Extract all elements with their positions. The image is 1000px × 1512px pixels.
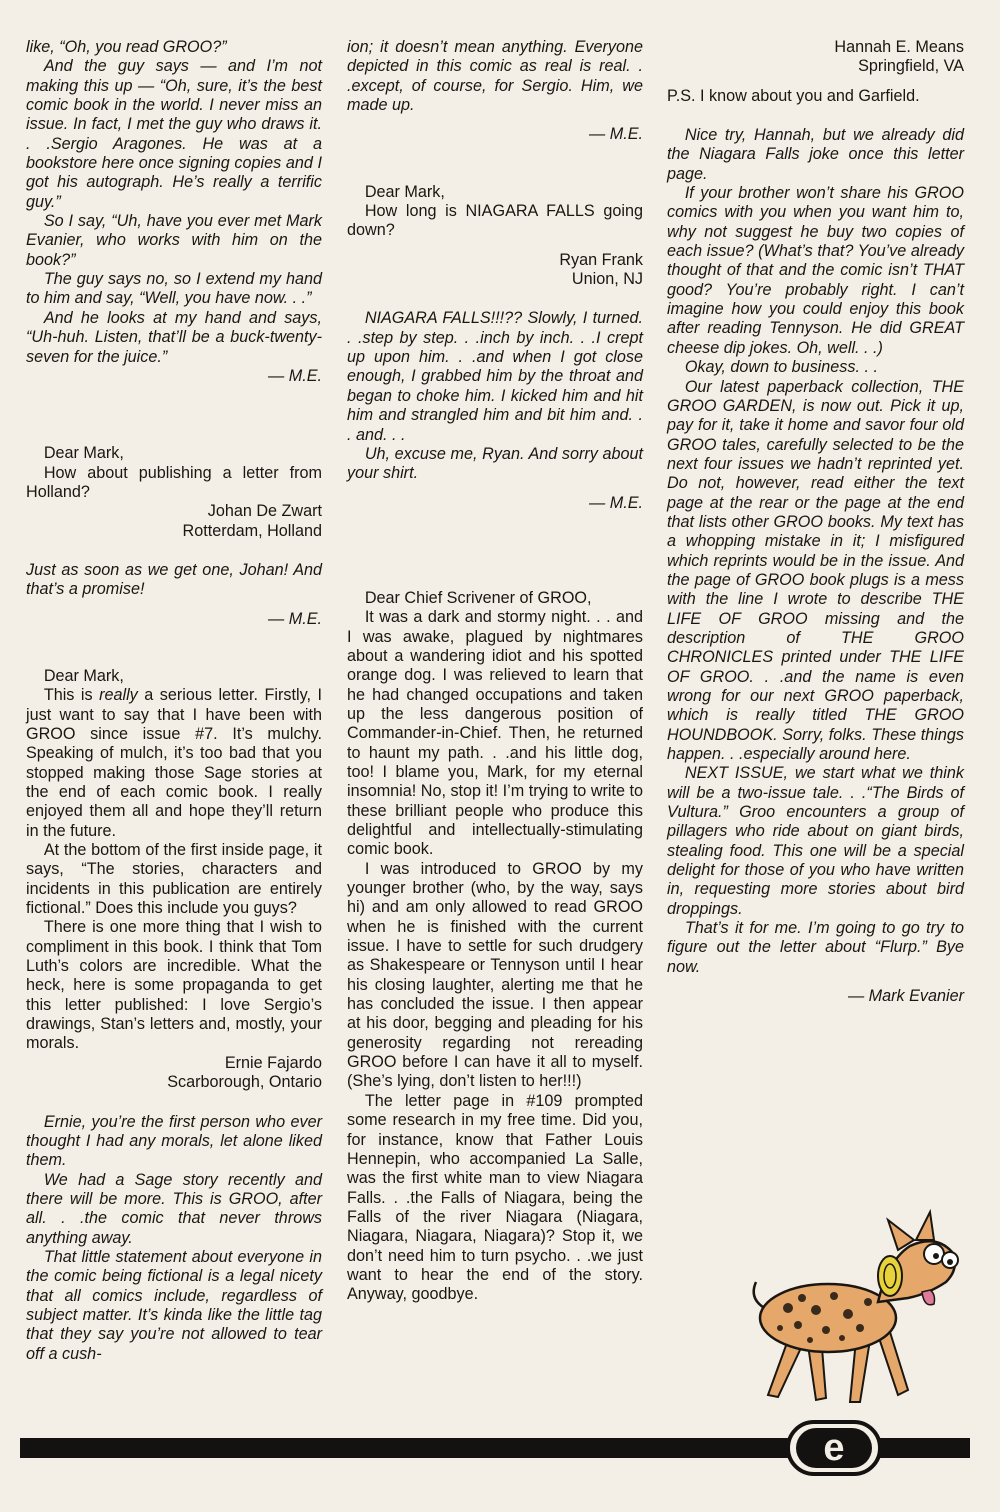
letters-column-left — [26, 38, 322, 1364]
reply-text: The guy says no, so I extend my hand to him and say, “Well, you have now. . .” — [26, 270, 322, 308]
letter-postscript: P.S. I know about you and Garfield. — [667, 86, 920, 105]
letter-text: At the bottom of the first inside page, it says, “The stories, characters and incidents in this publication are entirely fictional.” Does this include you guys? — [26, 841, 322, 918]
letter-salutation: Dear Mark, — [43, 666, 124, 685]
reply-text: And he looks at my hand and says, “Uh-huh. Listen, that’ll be a buck-twenty-seven for the juice.” — [26, 308, 322, 366]
reply-text: NIAGARA FALLS!!!?? Slowly, I turned. . .step by step. . .inch by inch. . .I crept up upon him. . .and when I got close enough, I grabbed him by the throat and began to choke him. I kicked him and hit him and strangled him and bit him and. . . and. . . — [347, 309, 643, 444]
letter-text: How long is NIAGARA FALLS going down? — [347, 202, 643, 240]
letter-signature — [26, 1054, 322, 1093]
reply-text: Uh, excuse me, Ryan. And sorry about your shirt. — [347, 444, 643, 483]
letter-salutation: Dear Mark, — [364, 182, 445, 201]
reply-text: Our latest paperback collection, THE GROO GARDEN, is now out. Pick it up, pay for it, take it home and savor four old GROO tales, carefully selected to be the next four issues we hadn’t reprinted yet. Do not, however, read either the text page at the rear or the page at the end that lists other GROO books. My text has a whopping mistake in it; I misfigured which reprints would be in the issue. And the page of GROO book plugs is a mess with the line I wrote to describe THE LIFE OF GROO missing and the description of THE GROO CHRONICLES printed under THE LIFE OF GROO. . .and the name is even wrong for our next GROO paperback, which is really titled THE GROO HOUNDBOOK. Sorry, folks. These things happen. . .especially around here. — [667, 377, 964, 764]
editor-signoff: — Mark Evanier — [847, 987, 964, 1006]
signature-place: Springfield, VA — [858, 57, 964, 76]
reply-text: NEXT ISSUE, we start what we think will be a two-issue tale. . .“The Birds of Vultura.” Groo encounters a group of pillagers who ride about on giant birds, stealing food. This one will be a special delight for those of you who have written in, requesting more stories about bird droppings. — [667, 764, 964, 918]
letter-text: The letter page in #109 prompted some research in my free time. Did you, for instance, know that Father Louis Hennepin, who accompanied La Salle, was the first white man to view Niagara Falls. . .the Falls of Niagara, being the Falls of the river Niagara (Niagara, Niagara, Niagara, Niagara)? Stop it, we don’t need him to turn psycho. . .we just want to hear the end of the story. Anyway, goodbye. — [347, 1091, 643, 1304]
reply-text: So I say, “Uh, have you ever met Mark Evanier, who works with him on the book?” — [26, 212, 322, 269]
letter-salutation: Dear Chief Scrivener of GROO, — [364, 588, 592, 607]
signature-place: Rotterdam, Holland — [182, 521, 322, 540]
epic-logo-icon — [786, 1420, 882, 1476]
reply-text: Nice try, Hannah, but we already did the Niagara Falls joke once this letter page. — [667, 126, 964, 183]
editor-initials: — M.E. — [589, 125, 643, 144]
svg-text:e: e — [823, 1427, 845, 1469]
editor-initials: — M.E. — [268, 366, 322, 385]
signature-place: Scarborough, Ontario — [167, 1073, 322, 1092]
editor-initials: — M.E. — [589, 493, 643, 512]
reply-text: Okay, down to business. . . — [684, 358, 878, 377]
letter-text: It was a dark and stormy night. . . and I was awake, plagued by nightmares about a wandering idiot and his spotted orange dog. I was relieved to learn that he had changed occupations and taken up the less dangerous position of Commander-in-Chief. Then, he returned to haunt my path. . .and his little dog, too! I blame you, Mark, for my eternal insomnia! No, stop it! I’m trying to write to these brilliant people who produce this delightful and intellectually-stimulating comic book. — [347, 608, 643, 859]
signature-name: Hannah E. Means — [834, 38, 964, 56]
letters-column-middle — [347, 38, 643, 1305]
reply-text: like, “Oh, you read GROO?” — [26, 38, 227, 56]
signature-name: Ernie Fajardo — [224, 1053, 322, 1072]
letter-text: I was introduced to GROO by my younger brother (who, by the way, says hi) and am only allowed to read GROO when he is finished with the current issue. I have to settle for such drudgery as Shakespeare or Tennyson until I hear his closing laughter, alerting me that he has concluded the issue. I then appear at his door, begging and pleading for his generosity regarding not rereading GROO before I can have it all to myself. (She’s lying, don’t listen to her!!!) — [347, 859, 643, 1091]
reply-text: If your brother won’t share his GROO comics with you when you want him to, why not suggest he buy two copies of each issue? (What’s that? You’ve already thought of that and the comic isn’t THAT good? You’re probably right. I can’t imagine how you could enjoy this book after reading Tennyson. He did GREAT cheese dip jokes. Oh, well. . .) — [667, 184, 964, 357]
letter-salutation: Dear Mark, — [43, 444, 124, 463]
letter-text: This is really a serious letter. Firstly, I just want to say that I have been with GROO since issue #7. It’s mulchy. Speaking of mulch, it’s too bad that you stopped making those Sage stories at the end of each comic book. I really enjoyed them all and hope they’ll return in the future. — [26, 686, 322, 840]
letter-signature — [26, 502, 322, 541]
editor-initials: — M.E. — [268, 609, 322, 628]
reply-text: We had a Sage story recently and there will be more. This is GROO, after all. . .the comic that never throws anything away. — [26, 1170, 322, 1247]
letter-signature — [347, 251, 643, 290]
signature-name: Ryan Frank — [559, 250, 643, 269]
reply-text: Ernie, you’re the first person who ever thought I had any morals, let alone liked them. — [26, 1112, 322, 1170]
signature-name: Johan De Zwart — [207, 502, 322, 521]
letters-column-right — [667, 38, 964, 1007]
reply-text: ion; it doesn’t mean anything. Everyone depicted in this comic as real is real. . .except, of course, for Sergio. Him, we made up. — [347, 38, 643, 115]
letter-text: There is one more thing that I wish to compliment in this book. I think that Tom Luth’s colors are incredible. What the heck, here is some propaganda to get this letter published: I love Sergio’s drawings, Stan’s letters and, mostly, your morals. — [26, 918, 322, 1053]
reply-text: And the guy says — and I’m not making this up — “Oh, sure, it’s the best comic book in the world. I never miss an issue. In fact, I met the guy who draws it. . .Sergio Aragones. He was at a bookstore here once signing copies and I got his autograph. He’s really a terrific guy.” — [26, 57, 322, 211]
reply-text: Just as soon as we get one, Johan! And that’s a promise! — [26, 560, 322, 599]
rufferto-dog-icon — [738, 1190, 970, 1422]
reply-text: That little statement about everyone in the comic being fictional is a legal nicety that all comics include, regardless of subject matter. It’s kinda like the little tag that they say you’re not allowed to tear off a cush- — [26, 1247, 322, 1363]
letter-signature — [667, 38, 964, 77]
letter-text: How about publishing a letter from Holland? — [26, 463, 322, 501]
signature-place: Union, NJ — [571, 270, 643, 289]
reply-text: That’s it for me. I’m going to go try to figure out the letter about “Flurp.” Bye now. — [667, 919, 964, 976]
